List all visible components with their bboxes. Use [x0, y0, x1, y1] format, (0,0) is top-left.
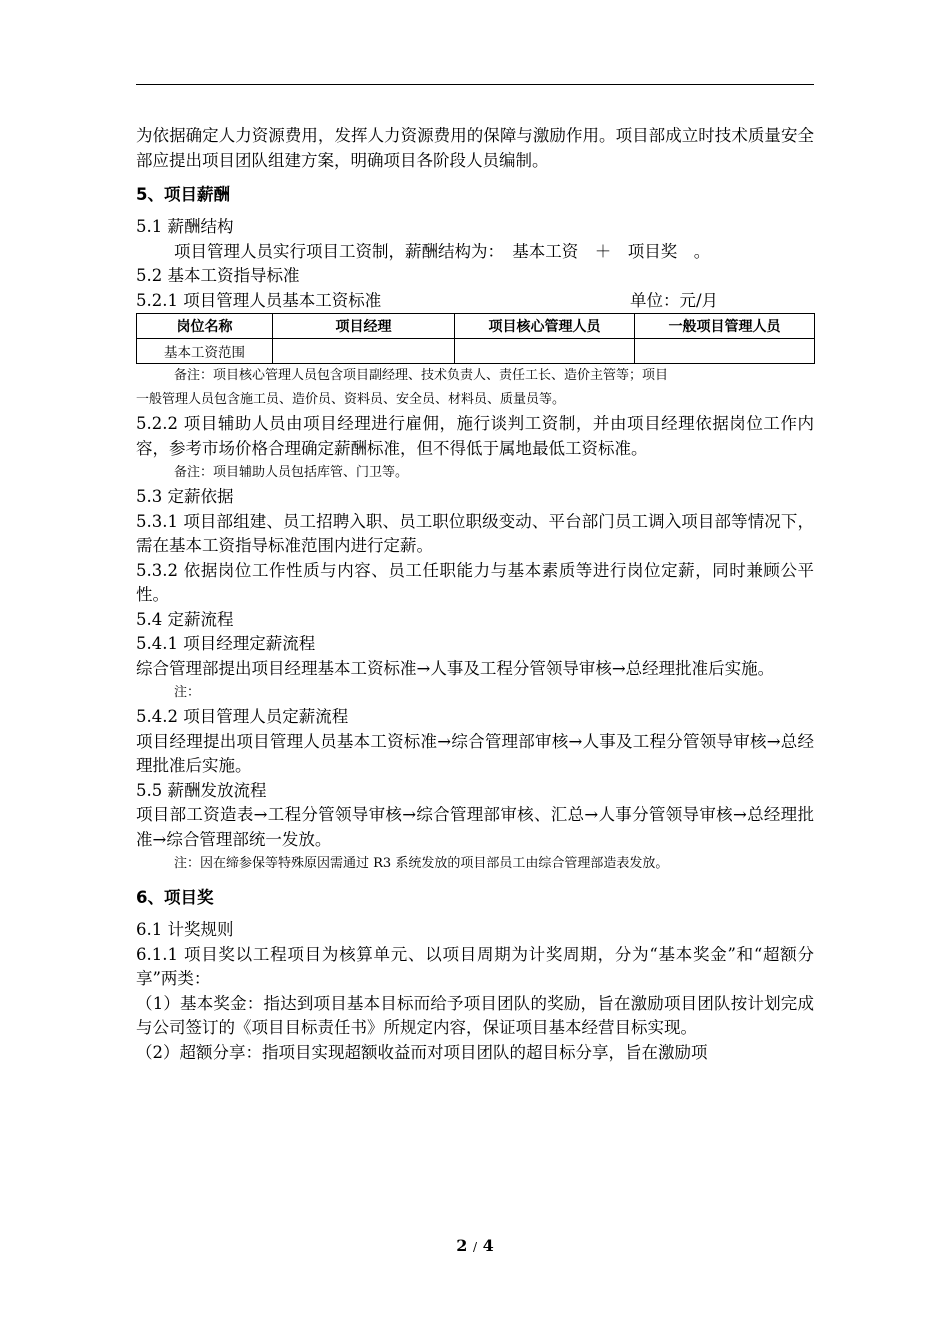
intro-paragraph: 为依据确定人力资源费用，发挥人力资源费用的保障与激励作用。项目部成立时技术质量安全部应提出项目团队组建方案，明确项目各阶段人员编制。 — [136, 126, 814, 170]
s5-4-2-text: 项目经理提出项目管理人员基本工资标准→综合管理部审核→人事及工程分管领导审核→总经理批准后实施。 — [136, 731, 814, 775]
note-2: 备注：项目辅助人员包括库管、门卫等。 — [174, 465, 409, 480]
s5-4-2-title: 5.4.2 项目管理人员定薪流程 — [136, 707, 349, 726]
s5-3-1-text: 5.3.1 项目部组建、员工招聘入职、员工职位职级变动、平台部门员工调入项目部等情况下，需在基本工资指导标准范围内进行定薪。 — [136, 511, 814, 555]
s5-2-title: 5.2 基本工资指导标准 — [136, 266, 300, 285]
item-1-text: （1）基本奖金：指达到项目基本目标而给予项目团队的奖励，旨在激励项目团队按计划完成与公司签订的《项目目标责任书》所规定内容，保证项目基本经营目标实现。 — [136, 993, 814, 1037]
s5-4-title: 5.4 定薪流程 — [136, 609, 234, 629]
table-cell — [273, 339, 455, 364]
item-2-text: （2）超额分享：指项目实现超额收益而对项目团队的超目标分享，旨在激励项 — [136, 1042, 708, 1062]
table-header-cell: 一般项目管理人员 — [635, 314, 815, 339]
note-3: 注： — [174, 685, 201, 700]
note-1-line-1: 备注：项目核心管理人员包含项目副经理、技术负责人、责任工长、造价主管等；项目 — [174, 368, 669, 383]
total-pages: 4 — [482, 1236, 494, 1255]
table-header-cell: 项目核心管理人员 — [455, 314, 635, 339]
unit-label: 单位：元/月 — [629, 290, 718, 310]
table-cell — [455, 339, 635, 364]
s6-1-1-text: 6.1.1 项目奖以工程项目为核算单元、以项目周期为计奖周期，分为“基本奖金”和“超额分享”两类： — [136, 944, 814, 988]
table-cell — [635, 339, 815, 364]
document-body — [136, 124, 814, 1065]
s5-1-title: 5.1 薪酬结构 — [136, 217, 234, 236]
note-4: 注：因在缔参保等特殊原因需通过 R3 系统发放的项目部员工由综合管理部造表发放。 — [174, 856, 669, 871]
s5-5-text: 项目部工资造表→工程分管领导审核→综合管理部审核、汇总→人事分管领导审核→总经理批准→综合管理部统一发放。 — [136, 805, 814, 849]
s5-1-text: 项目管理人员实行项目工资制，薪酬结构为： 基本工资 ＋ 项目奖 。 — [174, 241, 711, 261]
table-cell: 基本工资范围 — [137, 339, 273, 364]
table-header-cell: 项目经理 — [273, 314, 455, 339]
salary-standard-table — [136, 313, 815, 364]
s5-4-1-title: 5.4.1 项目经理定薪流程 — [136, 634, 316, 653]
s5-2-1-line — [136, 289, 814, 314]
s5-2-2-text: 5.2.2 项目辅助人员由项目经理进行雇佣，施行谈判工资制，并由项目经理依据岗位工作内容，参考市场价格合理确定薪酬标准，但不得低于属地最低工资标准。 — [136, 414, 814, 458]
table-header-row — [137, 314, 815, 339]
s5-5-title: 5.5 薪酬发放流程 — [136, 780, 267, 800]
page-number — [0, 1236, 950, 1255]
s5-3-2-text: 5.3.2 依据岗位工作性质与内容、员工任职能力与基本素质等进行岗位定薪，同时兼顾公平性。 — [136, 560, 814, 604]
note-1-line-2: 一般管理人员包含施工员、造价员、资料员、安全员、材料员、质量员等。 — [136, 392, 566, 407]
header-rule — [136, 84, 814, 85]
s5-3-title: 5.3 定薪依据 — [136, 487, 234, 506]
section-5-heading: 5、项目薪酬 — [136, 185, 230, 204]
s5-4-1-text: 综合管理部提出项目经理基本工资标准→人事及工程分管领导审核→总经理批准后实施。 — [136, 658, 775, 678]
s6-1-title: 6.1 计奖规则 — [136, 920, 234, 939]
table-header-cell: 岗位名称 — [137, 314, 273, 339]
page-separator: / — [472, 1240, 478, 1254]
current-page: 2 — [456, 1236, 468, 1255]
table-row — [137, 339, 815, 364]
s5-2-1-title: 5.2.1 项目管理人员基本工资标准 — [136, 290, 382, 310]
section-6-heading: 6、项目奖 — [136, 888, 214, 907]
